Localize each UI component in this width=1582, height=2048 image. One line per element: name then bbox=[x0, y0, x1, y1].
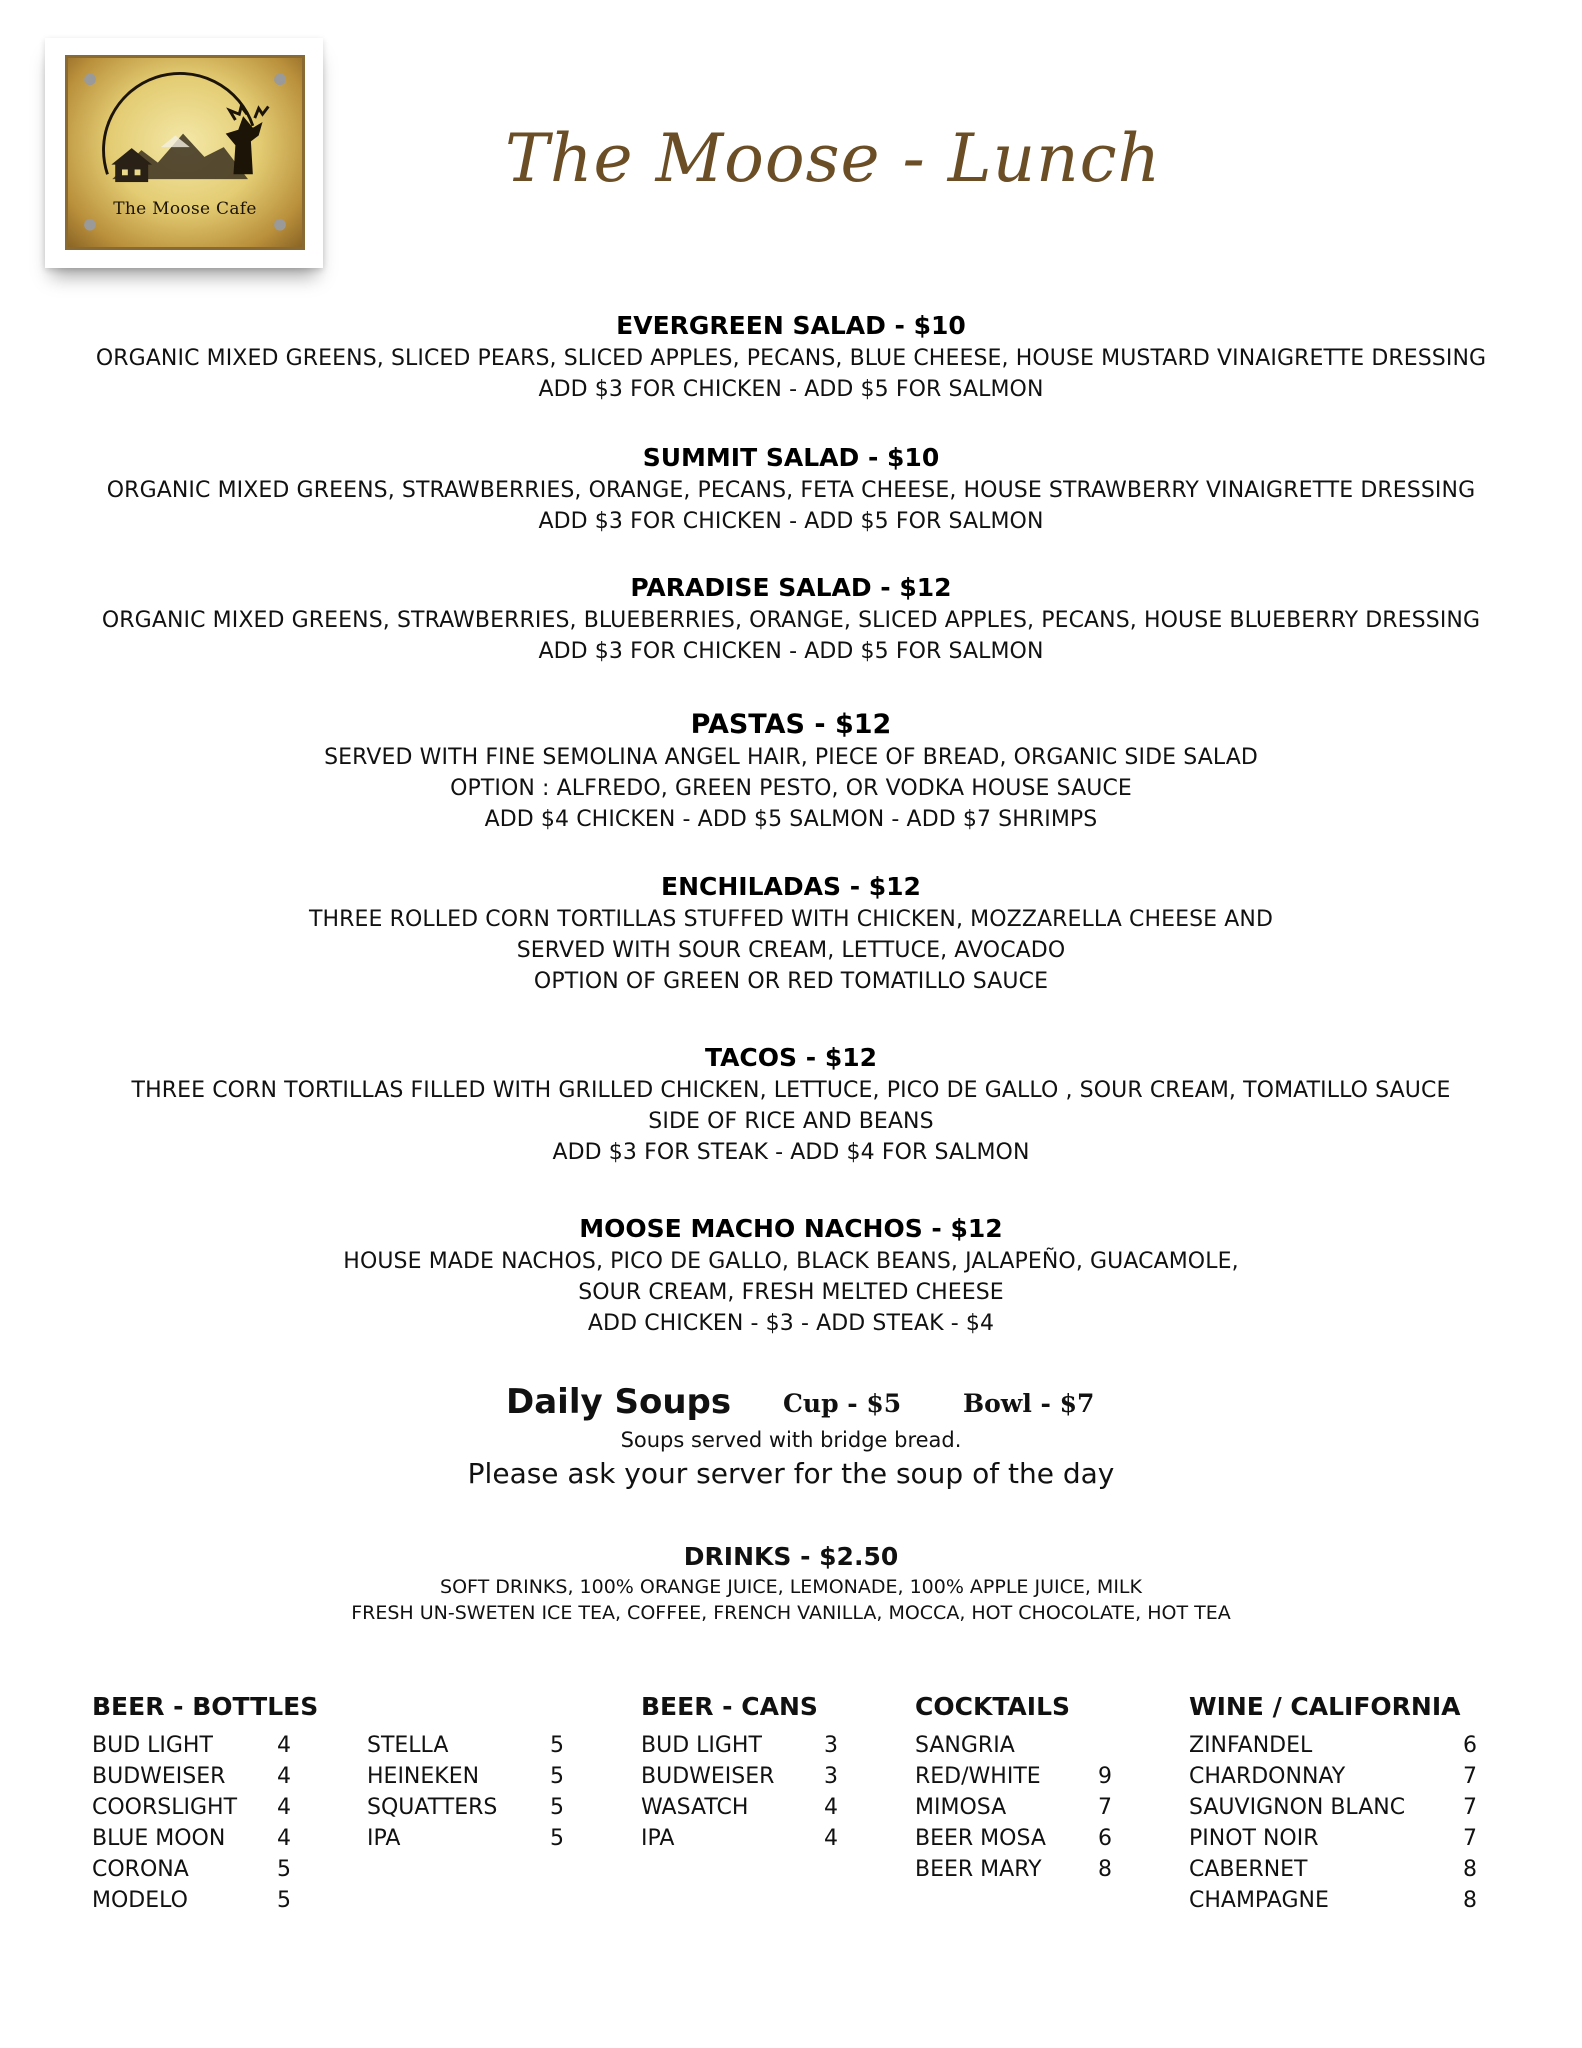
item-name: IPA bbox=[641, 1826, 675, 1851]
item-desc-line: ADD $3 FOR STEAK - ADD $4 FOR SALMON bbox=[552, 1140, 1030, 1165]
drinks-line: SOFT DRINKS, 100% ORANGE JUICE, LEMONADE, 100% APPLE JUICE, MILK bbox=[440, 1576, 1142, 1598]
soups-title: Daily Soups bbox=[506, 1382, 732, 1422]
menu-item bbox=[0, 309, 1582, 405]
item-price: 8 bbox=[1098, 1857, 1112, 1882]
list-item bbox=[915, 1730, 1115, 1761]
item-name: IPA bbox=[367, 1826, 401, 1851]
list-item bbox=[92, 1854, 292, 1885]
item-price: 4 bbox=[277, 1764, 291, 1789]
item-desc-line: SOUR CREAM, FRESH MELTED CHEESE bbox=[578, 1280, 1004, 1305]
item-price: 5 bbox=[277, 1857, 291, 1882]
item-price: 5 bbox=[550, 1795, 564, 1820]
item-desc-line: THREE ROLLED CORN TORTILLAS STUFFED WITH CHICKEN, MOZZARELLA CHEESE AND bbox=[308, 907, 1274, 932]
list-item bbox=[915, 1792, 1115, 1823]
item-name: CHARDONNAY bbox=[1189, 1764, 1346, 1789]
list-item bbox=[92, 1885, 292, 1916]
beer-bottles-list-1 bbox=[92, 1730, 292, 1916]
list-item bbox=[1189, 1823, 1489, 1854]
item-name: BUDWEISER bbox=[92, 1764, 226, 1789]
item-name: CORONA bbox=[92, 1857, 189, 1882]
drinks-desc bbox=[0, 1574, 1582, 1626]
item-name: PARADISE SALAD - $12 bbox=[630, 573, 952, 602]
list-item bbox=[92, 1823, 292, 1854]
menu-item bbox=[0, 870, 1582, 997]
list-item bbox=[1189, 1885, 1489, 1916]
menu-item bbox=[0, 708, 1582, 835]
item-desc-line: ADD $3 FOR CHICKEN - ADD $5 FOR SALMON bbox=[538, 377, 1044, 402]
item-price: 7 bbox=[1463, 1764, 1477, 1789]
item-desc-line: ORGANIC MIXED GREENS, STRAWBERRIES, ORANGE, PECANS, FETA CHEESE, HOUSE STRAWBERRY VINAIGRETTE DRESSING bbox=[106, 478, 1476, 503]
list-item bbox=[1189, 1730, 1489, 1761]
item-name: CABERNET bbox=[1189, 1857, 1308, 1882]
beer-bottles-title: BEER - BOTTLES bbox=[92, 1692, 319, 1721]
soup-bowl-price: Bowl - $7 bbox=[963, 1389, 1095, 1418]
item-desc-line: SERVED WITH FINE SEMOLINA ANGEL HAIR, PIECE OF BREAD, ORGANIC SIDE SALAD bbox=[324, 745, 1258, 770]
wine-list bbox=[1189, 1730, 1489, 1916]
item-desc-line: SIDE OF RICE AND BEANS bbox=[648, 1109, 934, 1134]
item-name: HEINEKEN bbox=[367, 1764, 480, 1789]
item-price: 3 bbox=[824, 1764, 838, 1789]
list-item bbox=[367, 1823, 567, 1854]
item-price: 4 bbox=[277, 1733, 291, 1758]
item-name: TACOS - $12 bbox=[704, 1043, 878, 1072]
soup-cup-price: Cup - $5 bbox=[783, 1389, 902, 1418]
item-desc-line: ORGANIC MIXED GREENS, SLICED PEARS, SLICED APPLES, PECANS, BLUE CHEESE, HOUSE MUSTARD VINAIGRETTE DRESSING bbox=[95, 346, 1487, 371]
menu-item bbox=[0, 1212, 1582, 1339]
page-title: The Moose - Lunch bbox=[505, 120, 1162, 197]
cocktails-list bbox=[915, 1730, 1115, 1885]
item-price: 7 bbox=[1098, 1795, 1112, 1820]
item-price: 4 bbox=[277, 1826, 291, 1851]
item-desc-line: THREE CORN TORTILLAS FILLED WITH GRILLED CHICKEN, LETTUCE, PICO DE GALLO , SOUR CREAM, TOMATILLO SAUCE bbox=[131, 1078, 1451, 1103]
item-price: 5 bbox=[550, 1733, 564, 1758]
item-desc-line: ADD $4 CHICKEN - ADD $5 SALMON - ADD $7 SHRIMPS bbox=[484, 807, 1098, 832]
item-name: ZINFANDEL bbox=[1189, 1733, 1313, 1758]
item-name: PASTAS - $12 bbox=[690, 709, 892, 740]
item-price: 5 bbox=[277, 1888, 291, 1913]
item-name: MODELO bbox=[92, 1888, 188, 1913]
menu-item bbox=[0, 1041, 1582, 1168]
item-name: BEER MARY bbox=[915, 1857, 1042, 1882]
list-item bbox=[1189, 1854, 1489, 1885]
item-price: 4 bbox=[824, 1826, 838, 1851]
item-name: BLUE MOON bbox=[92, 1826, 226, 1851]
list-item bbox=[915, 1761, 1115, 1792]
list-item bbox=[92, 1792, 292, 1823]
item-name: MOOSE MACHO NACHOS - $12 bbox=[579, 1214, 1003, 1243]
list-item bbox=[367, 1792, 567, 1823]
item-name: ENCHILADAS - $12 bbox=[661, 872, 921, 901]
list-item bbox=[915, 1854, 1115, 1885]
drinks-line: FRESH UN-SWETEN ICE TEA, COFFEE, FRENCH VANILLA, MOCCA, HOT CHOCOLATE, HOT TEA bbox=[351, 1602, 1231, 1624]
item-price: 5 bbox=[550, 1764, 564, 1789]
list-item bbox=[641, 1823, 841, 1854]
item-price: 7 bbox=[1463, 1826, 1477, 1851]
item-name: BUDWEISER bbox=[641, 1764, 775, 1789]
item-name: CHAMPAGNE bbox=[1189, 1888, 1329, 1913]
item-price: 8 bbox=[1463, 1857, 1477, 1882]
item-desc-line: OPTION : ALFREDO, GREEN PESTO, OR VODKA HOUSE SAUCE bbox=[450, 776, 1132, 801]
soups-note: Soups served with bridge bread. bbox=[620, 1428, 962, 1452]
item-desc-line: SERVED WITH SOUR CREAM, LETTUCE, AVOCADO bbox=[516, 938, 1066, 963]
list-item bbox=[641, 1730, 841, 1761]
item-name: SAUVIGNON BLANC bbox=[1189, 1795, 1406, 1820]
item-price: 8 bbox=[1463, 1888, 1477, 1913]
soups-ask: Please ask your server for the soup of the day bbox=[467, 1457, 1115, 1490]
item-price: 7 bbox=[1463, 1795, 1477, 1820]
logo-text: The Moose Cafe bbox=[113, 199, 257, 219]
item-price: 3 bbox=[824, 1733, 838, 1758]
list-item bbox=[641, 1792, 841, 1823]
item-price: 5 bbox=[550, 1826, 564, 1851]
list-item bbox=[1189, 1792, 1489, 1823]
item-name: BUD LIGHT bbox=[92, 1733, 213, 1758]
item-desc-line: ADD $3 FOR CHICKEN - ADD $5 FOR SALMON bbox=[538, 639, 1044, 664]
item-name: RED/WHITE bbox=[915, 1764, 1041, 1789]
item-desc-line: HOUSE MADE NACHOS, PICO DE GALLO, BLACK BEANS, JALAPEÑO, GUACAMOLE, bbox=[343, 1249, 1239, 1274]
item-name: SQUATTERS bbox=[367, 1795, 498, 1820]
item-name: WASATCH bbox=[641, 1795, 749, 1820]
beer-cans-list bbox=[641, 1730, 841, 1854]
wine-title: WINE / CALIFORNIA bbox=[1189, 1692, 1461, 1721]
item-price: 6 bbox=[1463, 1733, 1477, 1758]
logo-board bbox=[65, 55, 305, 250]
item-desc-line: ORGANIC MIXED GREENS, STRAWBERRIES, BLUEBERRIES, ORANGE, SLICED APPLES, PECANS, HOUSE BLUEBERRY DRESSING bbox=[101, 608, 1481, 633]
item-name: SUMMIT SALAD - $10 bbox=[642, 443, 940, 472]
list-item bbox=[915, 1823, 1115, 1854]
logo bbox=[45, 38, 323, 268]
item-name: EVERGREEN SALAD - $10 bbox=[616, 311, 966, 340]
item-price: 4 bbox=[824, 1795, 838, 1820]
beer-bottles-list-2 bbox=[367, 1730, 567, 1854]
item-name: STELLA bbox=[367, 1733, 449, 1758]
item-name: COORSLIGHT bbox=[92, 1795, 238, 1820]
item-name: BEER MOSA bbox=[915, 1826, 1046, 1851]
cocktails-title: COCKTAILS bbox=[915, 1692, 1071, 1721]
item-name: SANGRIA bbox=[915, 1733, 1015, 1758]
list-item bbox=[1189, 1761, 1489, 1792]
item-price: 9 bbox=[1098, 1764, 1112, 1789]
item-price: 6 bbox=[1098, 1826, 1112, 1851]
item-name: BUD LIGHT bbox=[641, 1733, 762, 1758]
drinks-title: DRINKS - $2.50 bbox=[683, 1542, 899, 1571]
menu-item bbox=[0, 571, 1582, 667]
list-item bbox=[92, 1730, 292, 1761]
item-name: MIMOSA bbox=[915, 1795, 1007, 1820]
item-desc-line: ADD $3 FOR CHICKEN - ADD $5 FOR SALMON bbox=[538, 509, 1044, 534]
item-desc-line: OPTION OF GREEN OR RED TOMATILLO SAUCE bbox=[533, 969, 1049, 994]
item-price: 4 bbox=[277, 1795, 291, 1820]
menu-item bbox=[0, 441, 1582, 537]
list-item bbox=[641, 1761, 841, 1792]
beer-cans-title: BEER - CANS bbox=[641, 1692, 818, 1721]
list-item bbox=[367, 1730, 567, 1761]
item-desc-line: ADD CHICKEN - $3 - ADD STEAK - $4 bbox=[587, 1311, 995, 1336]
list-item bbox=[367, 1761, 567, 1792]
list-item bbox=[92, 1761, 292, 1792]
item-name: PINOT NOIR bbox=[1189, 1826, 1319, 1851]
